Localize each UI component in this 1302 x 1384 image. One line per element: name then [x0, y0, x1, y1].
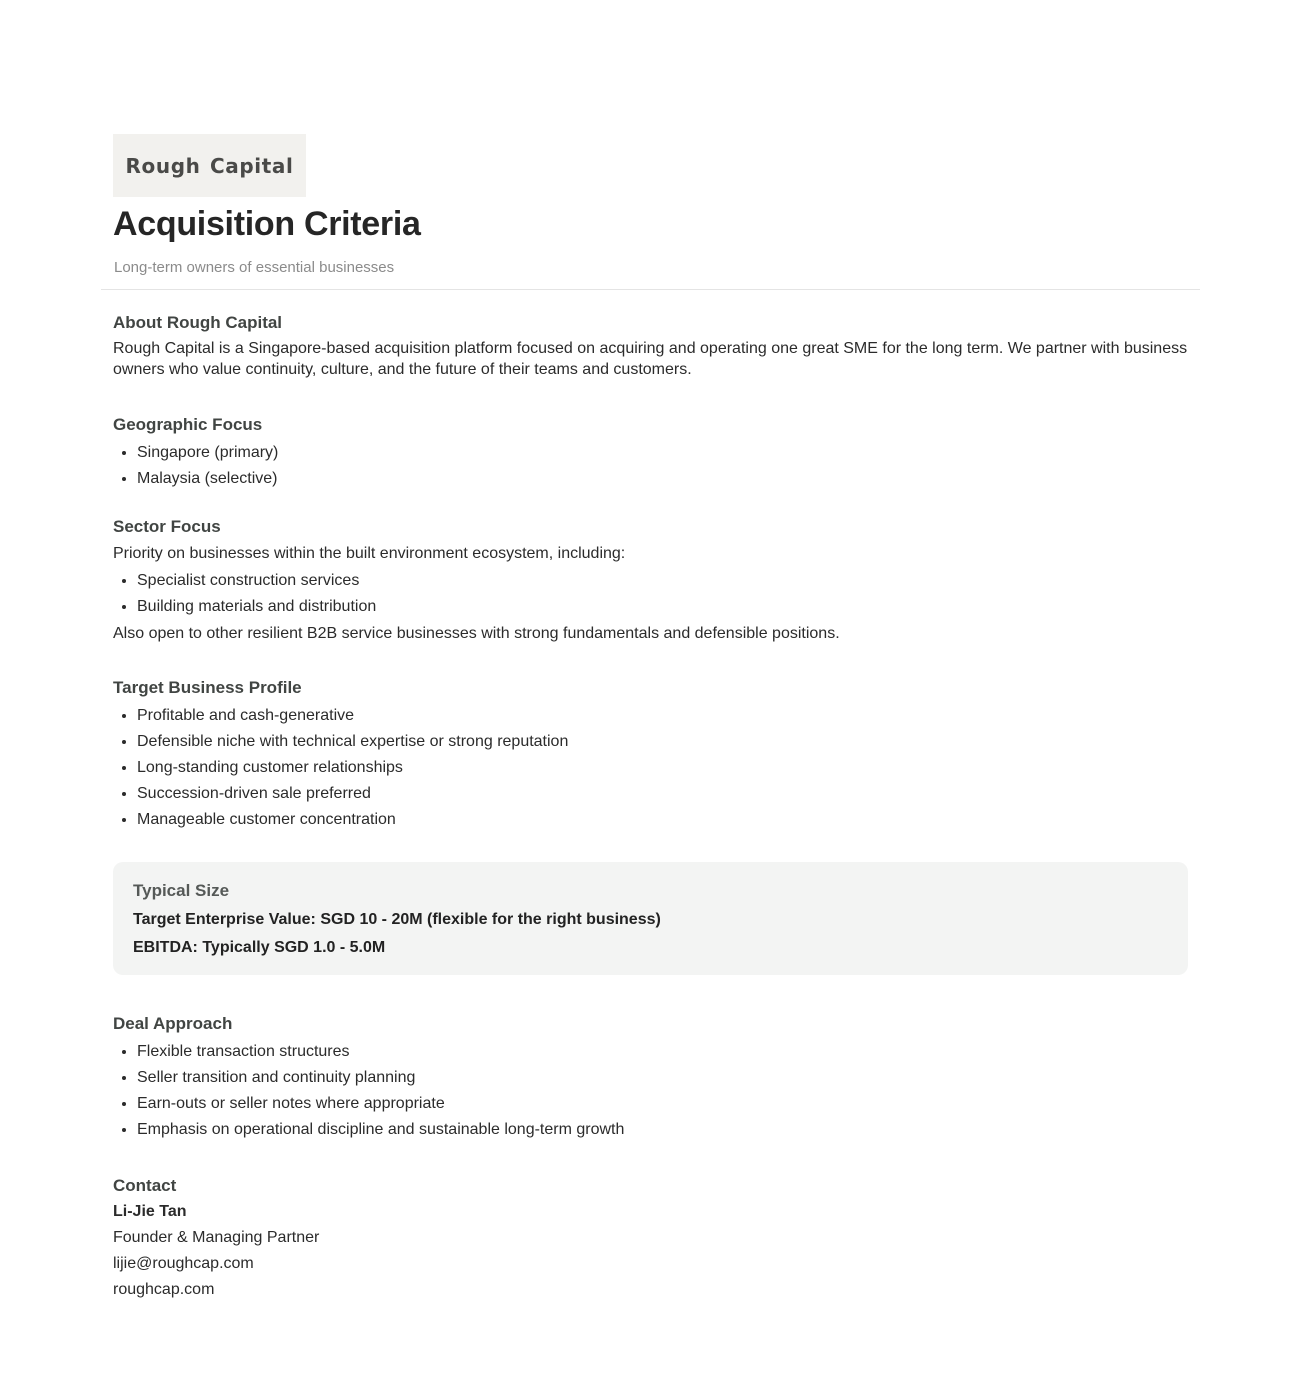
sector-intro: Priority on businesses within the built environment ecosystem, including: [113, 545, 626, 562]
logo-text: Rough Capital [125, 153, 294, 178]
geographic-list [113, 440, 1188, 492]
about-section [113, 312, 1188, 380]
sector-heading: Sector Focus [113, 517, 221, 536]
profile-list [113, 703, 1188, 833]
sector-outro: Also open to other resilient B2B service businesses with strong fundamentals and defensible positions. [113, 625, 840, 642]
page-subtitle: Long-term owners of essential businesses [114, 259, 395, 276]
list-item: • Flexible transaction structures [137, 1039, 1188, 1065]
list-item: • Defensible niche with technical expertise or strong reputation [137, 729, 1188, 755]
list-item: • Singapore (primary) [137, 440, 1188, 466]
list-item: • Emphasis on operational discipline and sustainable long-term growth [137, 1117, 1188, 1143]
list-item: • Specialist construction services [137, 568, 1188, 594]
list-item: • Seller transition and continuity planning [137, 1065, 1188, 1091]
about-body: Rough Capital is a Singapore-based acquisition platform focused on acquiring and operating one great SME for the long term. We partner with business owners who value continuity, culture, and the future of their teams and customers. [113, 340, 1188, 378]
list-item: • Long-standing customer relationships [137, 755, 1188, 781]
deal-list [113, 1039, 1188, 1143]
sector-list [113, 568, 1188, 620]
geographic-heading: Geographic Focus [113, 415, 263, 434]
contact-section [113, 1175, 1188, 1303]
about-heading: About Rough Capital [113, 313, 283, 332]
deal-section [113, 1013, 1188, 1143]
size-heading: Typical Size [133, 881, 230, 900]
deal-heading: Deal Approach [113, 1014, 233, 1033]
list-item: • Malaysia (selective) [137, 466, 1188, 492]
list-item: • Earn-outs or seller notes where appropriate [137, 1091, 1188, 1117]
geographic-section [113, 414, 1188, 492]
list-item: • Succession-driven sale preferred [137, 781, 1188, 807]
profile-heading: Target Business Profile [113, 678, 302, 697]
contact-name: Li-Jie Tan [113, 1203, 187, 1220]
list-item: • Building materials and distribution [137, 594, 1188, 620]
header-divider [101, 289, 1200, 290]
company-logo [113, 134, 306, 197]
contact-website[interactable]: roughcap.com [113, 1281, 215, 1298]
list-item: • Profitable and cash-generative [137, 703, 1188, 729]
typical-size-callout [113, 862, 1188, 975]
contact-role: Founder & Managing Partner [113, 1229, 320, 1246]
sector-section [113, 516, 1188, 644]
contact-heading: Contact [113, 1176, 177, 1195]
profile-section [113, 677, 1188, 833]
list-item: • Manageable customer concentration [137, 807, 1188, 833]
ebitda-range: EBITDA: Typically SGD 1.0 - 5.0M [133, 939, 386, 956]
page-title: Acquisition Criteria [113, 205, 421, 243]
contact-email[interactable]: lijie@roughcap.com [113, 1255, 254, 1272]
enterprise-value: Target Enterprise Value: SGD 10 - 20M (flexible for the right business) [133, 911, 661, 928]
